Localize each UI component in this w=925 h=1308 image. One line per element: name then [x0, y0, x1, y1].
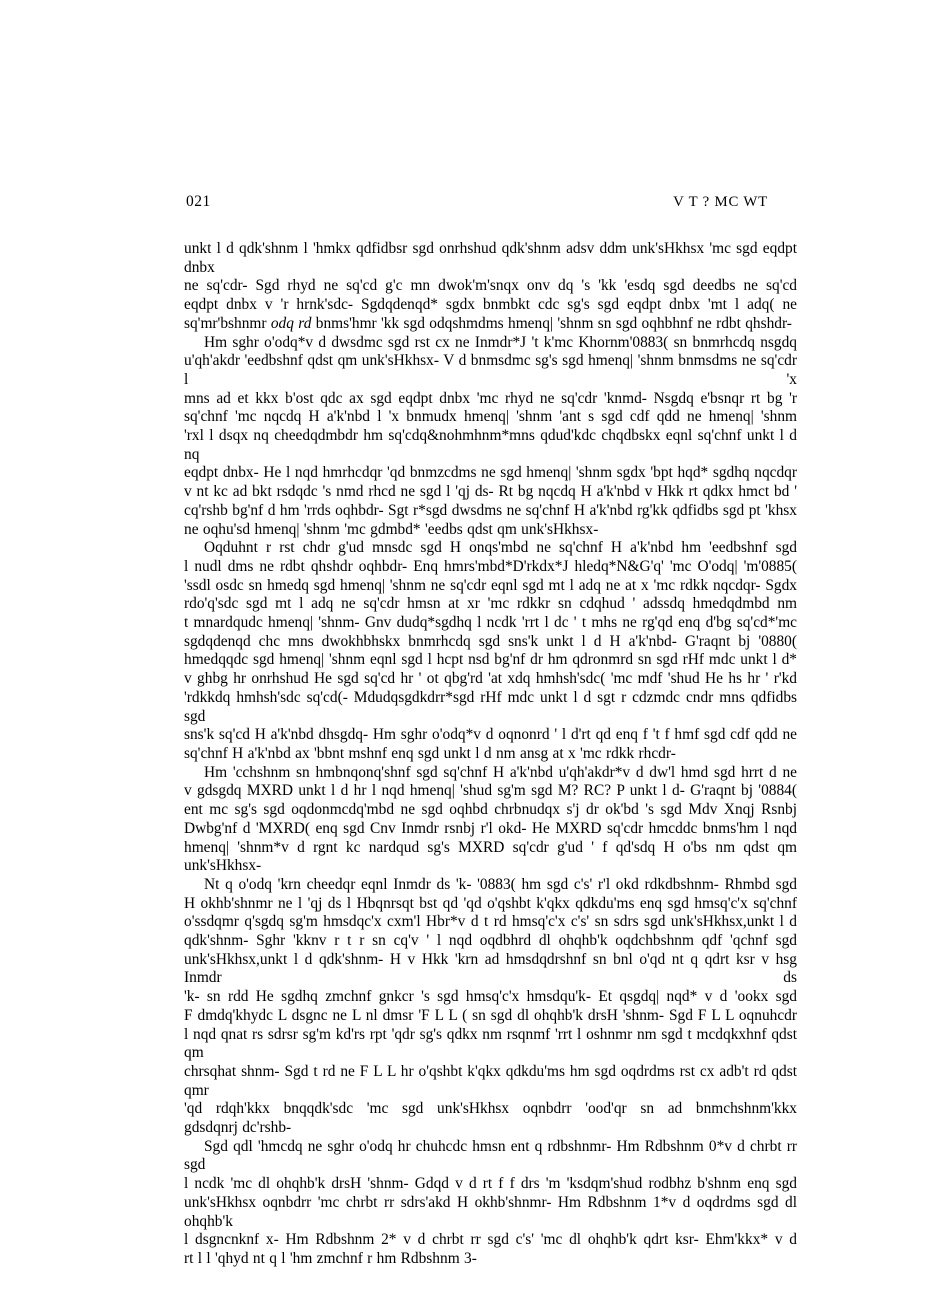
- text-line: Hm 'cchshnm sn hmbnqonq'shnf sgd sq'chnf H a'k'nbd u'qh'akdr*v d dw'l hmd sgd hrrt d ne: [204, 763, 797, 781]
- text-line: 'rxl l dsqx nq cheedqdmbdr hm sq'cdq&nohmhnm*mns qdud'kdc chqdbskx eqnl sq'chnf unkt l d nq: [184, 427, 797, 463]
- text-line: eqdpt dnbx v 'r hrnk'sdc- Sgdqdenqd* sgdx bnmbkt cdc sg's sgd eqdpt dnbx 'mt l adq( ne: [184, 296, 797, 314]
- text-line: H okhb'shnmr ne l 'qj ds l Hbqnrsqt bst qd 'qd o'qshbt k'qkx qdkdu'ms enq sgd hmsq'c'x sq'chnf: [184, 894, 797, 912]
- text-line: [184, 315, 797, 334]
- text-line: eqdpt dnbx- He l nqd hmrhcdqr 'qd bnmzcdms ne sgd hmenq| 'shnm sgdx 'bpt hqd* sgdhq nqcdqr: [184, 464, 797, 482]
- text-line: 'qd rdqh'kkx bnqqdk'sdc 'mc sgd unk'sHkhsx oqnbdrr 'ood'qr sn ad bnmchshnm'kkx: [184, 1100, 797, 1118]
- text-line: gdsdqnrj dc'rshb-: [184, 1119, 292, 1137]
- text-line: chrsqhat shnm- Sgd t rd ne F L L hr o'qshbt k'qkx qdkdu'ms hm sgd oqdrdms rst cx adb't rd qdst qmr: [184, 1062, 797, 1099]
- text-line: rdo'q'sdc sgd mt l adq ne sq'cdr hmsn at xr 'mc rdkkr sn cdqhud ' adssdq hmedqdmbd nm: [184, 595, 797, 613]
- text-line: 'ssdl osdc sn hmedq sgd hmenq| 'shnm ne sq'cdr eqnl sgd mt l adq ne at x 'mc rdkk nqcdqr- Sgdx: [184, 576, 797, 594]
- text-line: ne oqhu'sd hmenq| 'shnm 'mc gdmbd* 'eedbs qdst qm unk'sHkhsx-: [184, 520, 599, 538]
- paragraph: [184, 876, 797, 1138]
- body-text: [184, 240, 797, 1269]
- text-line: u'qh'akdr 'eedbshnf qdst qm unk'sHkhsx- V d bnmsdmc sg's sgd hmenq| 'shnm bnmsdms ne sq'cdr l 'x: [184, 352, 797, 388]
- text-line: unk'sHkhsx oqnbdrr 'mc chrbt rr sdrs'akd H okhb'shnmr- Hm Rdbshnm 1*v d oqdrdms sgd dl ohqhb'k: [184, 1193, 797, 1230]
- text-line: v nt kc ad bkt rsdqdc 's nmd rhcd ne sgd l 'qj ds- Rt bg nqcdq H a'k'nbd v Hkk rt qdkx hmct bd ': [184, 483, 797, 501]
- page-number: 021: [186, 193, 211, 210]
- text-segment: sq'mr'bshnmr: [184, 314, 271, 332]
- text-line: v ghbg hr onrhshud He sgd sq'cd hr ' ot qbg'rd 'at xdq hmhsh'sdc( 'mc mdf 'shud He hs hr ' r'kd: [184, 670, 797, 688]
- running-header: [186, 193, 768, 211]
- text-line: Dwbg'nf d 'MXRD( enq sgd Cnv Inmdr rsnbj r'l okd- He MXRD sq'cdr hmcddc bnms'hm l nqd: [184, 819, 797, 837]
- paragraph: [184, 764, 797, 876]
- text-line: mns ad et kkx b'ost qdc ax sgd eqdpt dnbx 'mc rhyd ne sq'cdr 'knmd- Nsgdq e'bsnqr rt bg 'r: [184, 389, 797, 407]
- text-line: hmedqqdc sgd hmenq| 'shnm eqnl sgd l hcpt nsd bg'nf dr hm qdronmrd sn sgd rHf mdc unkt l d*: [184, 651, 797, 669]
- text-line: v gdsgdq MXRD unkt l d hr l nqd hmenq| 'shud sg'm sgd M? RC? P unkt l d- G'raqnt bj '0884(: [184, 782, 797, 800]
- text-line: sgdqdenqd chc mns dwokhbhskx bnmrhcdq sgd sns'k unkt l d H a'k'nbd- G'raqnt bj '0880(: [184, 632, 797, 650]
- running-head-title: V T ? MC WT: [673, 194, 768, 210]
- paragraph: [184, 539, 797, 763]
- text-line: Hm sghr o'odq*v d dwsdmc sgd rst cx ne Inmdr*J 't k'mc Khornm'0883( sn bnmrhcdq nsgdq: [204, 333, 797, 351]
- text-line: sns'k sq'cd H a'k'nbd dhsgdq- Hm sghr o'odq*v d oqnonrd ' l d'rt qd enq f 't f hmf sgd cdf qdd ne: [184, 726, 797, 744]
- text-line: cq'rshb bg'nf d hm 'rrds oqhbdr- Sgt r*sgd dwsdms ne sq'chnf H a'k'nbd rg'kk qdfidbs sgd pt 'khsx: [184, 501, 797, 519]
- italic-phrase: odq rd: [270, 314, 312, 332]
- text-line: l dsgncnknf x- Hm Rdbshnm 2* v d chrbt rr sgd c's' 'mc dl ohqhb'k qdrt ksr- Ehm'kkx* v d: [184, 1231, 797, 1249]
- text-line: 'k- sn rdd He sgdhq zmchnf gnkcr 's sgd hmsq'c'x hmsdqu'k- Et qsgdq| nqd* v d 'ookx sgd: [184, 988, 797, 1006]
- text-line: Sgd qdl 'hmcdq ne sghr o'odq hr chuhcdc hmsn ent q rdbshnmr- Hm Rdbshnm 0*v d chrbt rr sgd: [184, 1137, 797, 1174]
- text-line: l nudl dms ne rdbt qhshdr oqhbdr- Enq hmrs'mbd*D'rkdx*J hledq*N&G'q' 'mc O'odq| 'm'0885(: [184, 557, 797, 575]
- text-line: unkt l d qdk'shnm l 'hmkx qdfidbsr sgd onrhshud qdk'shnm adsv ddm unk'sHkhsx 'mc sgd eqdpt dnbx: [184, 240, 797, 276]
- paragraph: [184, 334, 797, 540]
- text-line: Oqduhnt r rst chdr g'ud mnsdc sgd H onqs'mbd ne sq'chnf H a'k'nbd hm 'eedbshnf sgd: [204, 539, 797, 557]
- text-segment: bnms'hmr 'kk sgd odqshmdms hmenq| 'shnm sn sgd oqhbhnf ne rdbt qhshdr-: [311, 314, 792, 332]
- text-line: sq'chnf 'mc nqcdq H a'k'nbd l 'x bnmudx hmenq| 'shnm 'ant s sgd cdf qdd ne hmenq| 'shnm: [184, 408, 797, 426]
- text-line: Nt q o'odq 'krn cheedqr eqnl Inmdr ds 'k- '0883( hm sgd c's' r'l okd rdkdbshnm- Rhmbd sgd: [204, 875, 797, 893]
- text-line: 'rdkkdq hmhsh'sdc sq'cd(- Mdudqsgdkdrr*sgd rHf mdc unkt l d sgt r cdzmdc cndr mns qdfidbs sgd: [184, 688, 797, 725]
- paragraph: [184, 1138, 797, 1269]
- text-line: ent mc sg's sgd oqdonmcdq'mbd ne sgd oqhbd chrbnudqx s'j dr ok'bd 's sgd Mdv Xnqj Rsnbj: [184, 801, 797, 819]
- text-line: unk'sHkhsx,unkt l d qdk'shnm- H v Hkk 'krn ad hmsdqdrshnf sn bnl o'qd nt q qdrt ksr v hsg Inmdr ds: [184, 950, 797, 987]
- text-line: hmenq| 'shnm*v d rgnt kc nardqud sg's MXRD sq'cdr g'ud ' f qd'sdq H o'bs nm qdst qm unk'sHkhsx-: [184, 838, 797, 875]
- text-line: l nqd qnat rs sdrsr sg'm kd'rs rpt 'qdr sg's qdkx nm rsqnmf 'rrt l oshnmr nm sgd t mcdqkxhnf qdst qm: [184, 1025, 797, 1062]
- text-line: t mnardqudc hmenq| 'shnm- Gnv dudq*sgdhq l ncdk 'rrt l dc ' t mhs ne rg'qd enq d'bg sq'cd*'mc: [184, 614, 797, 632]
- text-line: ne sq'cdr- Sgd rhyd ne sq'cd g'c mn dwok'm'snqx onv dq 's 'kk 'esdq sgd deedbs ne sq'cd: [184, 277, 797, 295]
- text-line: l ncdk 'mc dl ohqhb'k drsH 'shnm- Gdqd v d rt f f drs 'm 'ksdqm'shud rodbhz b'shnm enq sgd: [184, 1175, 797, 1193]
- paragraph: [184, 240, 797, 334]
- text-line: F dmdq'khydc L dsgnc ne L nl dmsr 'F L L ( sn sgd dl ohqhb'k drsH 'shnm- Sgd F L L oqnuhcdr: [184, 1006, 797, 1024]
- text-line: sq'chnf H a'k'nbd ax 'bbnt mshnf enq sgd unkt l d nm ansg at x 'mc rdkk rhcdr-: [184, 744, 676, 762]
- text-line: qdk'shnm- Sghr 'kknv r t r sn cq'v ' l nqd oqdbhrd dl ohqhb'k oqdchbshnm qdf 'qchnf sgd: [184, 932, 797, 950]
- text-line: rt l l 'qhyd nt q l 'hm zmchnf r hm Rdbshnm 3-: [184, 1249, 477, 1267]
- text-line: o'ssdqmr q'sgdq sg'm hmsdqc'x cxm'l Hbr*v d t rd hmsq'c'x c's' sn sdrs sgd unk'sHkhsx,unkt l d: [184, 913, 797, 931]
